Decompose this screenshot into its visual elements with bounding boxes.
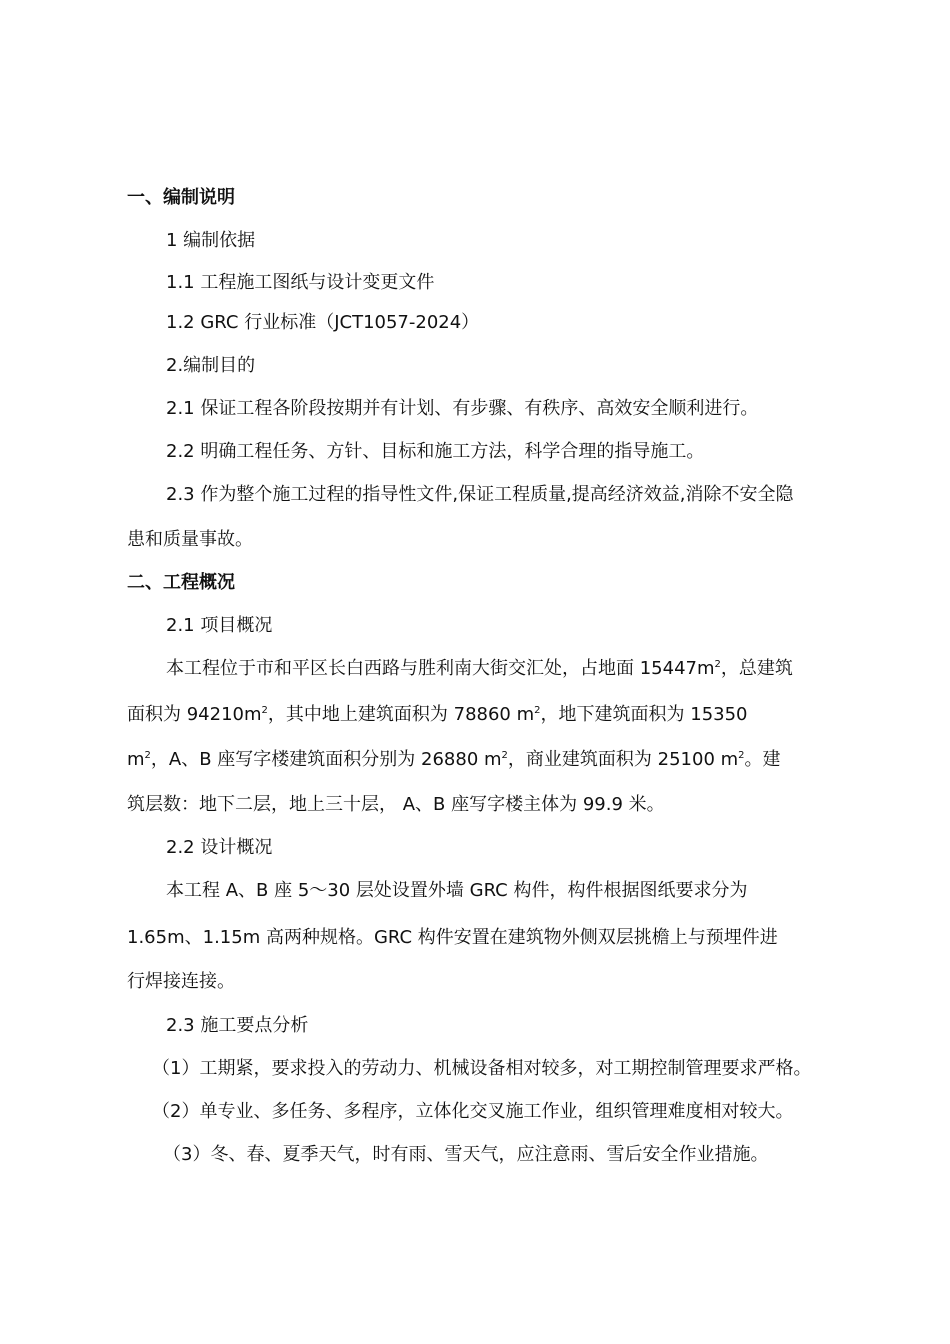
key-point-1: （1）工期紧，要求投入的劳动力、机械设备相对较多，对工期控制管理要求严格。: [152, 1058, 812, 1079]
purpose-heading: 2.编制目的: [166, 355, 256, 376]
purpose-item-1: 2.1 保证工程各阶段按期并有计划、有步骤、有秩序、高效安全顺利进行。: [166, 398, 759, 419]
overview-line-3: $m^2$，A、B 座写字楼建筑面积分别为 26880 $m^2$，商业建筑面积为 25100 $m^2$。建: [127, 749, 781, 770]
design-line-3: 行焊接连接。: [127, 971, 235, 992]
key-point-2: （2）单专业、多任务、多程序，立体化交叉施工作业，组织管理难度相对较大。: [152, 1101, 794, 1122]
basis-item-1: 1.1 工程施工图纸与设计变更文件: [166, 272, 435, 293]
purpose-item-3-line-1: 2.3 作为整个施工过程的指导性文件,保证工程质量,提高经济效益,消除不安全隐: [166, 484, 794, 505]
purpose-item-3-line-2: 患和质量事故。: [127, 529, 253, 550]
basis-heading: 1 编制依据: [166, 230, 256, 251]
project-overview-heading: 2.1 项目概况: [166, 615, 273, 636]
basis-item-2: 1.2 GRC 行业标准（JCT1057-2024）: [166, 312, 480, 333]
section-1-heading: 一、编制说明: [127, 187, 235, 208]
design-line-1: 本工程 A、B 座 5～30 层处设置外墙 GRC 构件，构件根据图纸要求分为: [166, 880, 748, 901]
purpose-item-2: 2.2 明确工程任务、方针、目标和施工方法，科学合理的指导施工。: [166, 441, 705, 462]
overview-line-4: 筑层数：地下二层，地上三十层， A、B 座写字楼主体为 99.9 米。: [127, 794, 665, 815]
key-points-heading: 2.3 施工要点分析: [166, 1015, 309, 1036]
key-point-3: （3）冬、春、夏季天气，时有雨、雪天气，应注意雨、雪后安全作业措施。: [163, 1144, 769, 1165]
design-overview-heading: 2.2 设计概况: [166, 837, 273, 858]
design-line-2: 1.65m、1.15m 高两种规格。GRC 构件安置在建筑物外侧双层挑檐上与预埋件进: [127, 927, 778, 948]
overview-line-2: 面积为 $94210m^2$，其中地上建筑面积为 78860 $m^2$，地下建筑面积为 15350: [127, 704, 748, 725]
section-2-heading: 二、工程概况: [127, 572, 235, 593]
overview-line-1: 本工程位于市和平区长白西路与胜利南大街交汇处，占地面 $15447m^2$，总建筑: [166, 658, 793, 679]
